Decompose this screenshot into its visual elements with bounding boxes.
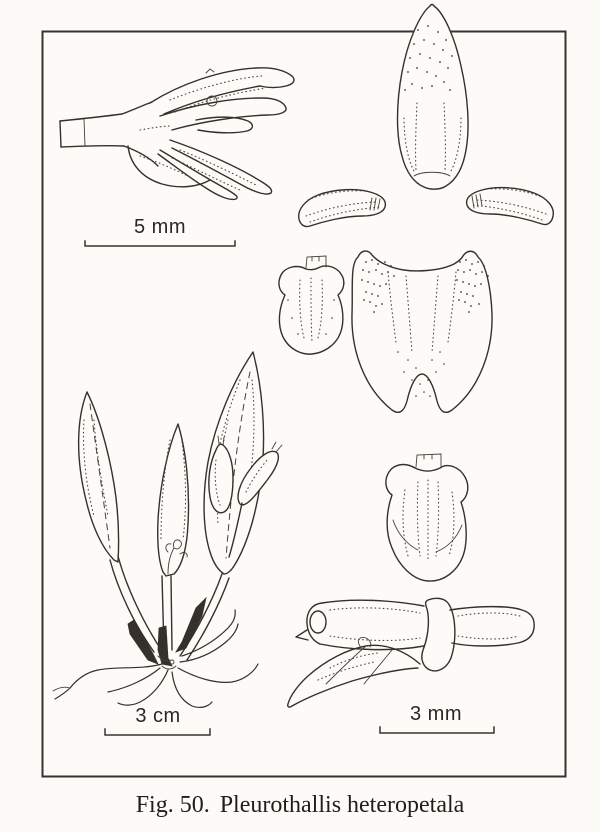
scale-bar-label-3cm: 3 cm [135, 705, 181, 727]
scale-bar-label-5mm: 5 mm [134, 216, 186, 238]
scale-bar-5mm [85, 241, 235, 246]
petal-left-drawing [299, 190, 386, 227]
scale-bar-3mm [380, 727, 494, 733]
scale-bar-3cm [105, 729, 210, 735]
figure-caption [0, 792, 600, 819]
synsepal-drawing [352, 251, 492, 412]
plant-habit-drawing [53, 352, 282, 707]
caption-species-name: Pleurothallis heteropetala [219, 792, 465, 818]
flower-side-view-drawing [60, 68, 294, 200]
lip-front-large-drawing [386, 454, 468, 581]
scale-bar-label-3mm: 3 mm [410, 703, 462, 725]
lip-front-small-drawing [279, 256, 344, 354]
caption-figure-label: Fig. 50. [135, 792, 210, 818]
column-lip-side-view-drawing [288, 598, 534, 707]
petal-right-drawing [467, 188, 554, 225]
figure-frame [43, 32, 566, 777]
